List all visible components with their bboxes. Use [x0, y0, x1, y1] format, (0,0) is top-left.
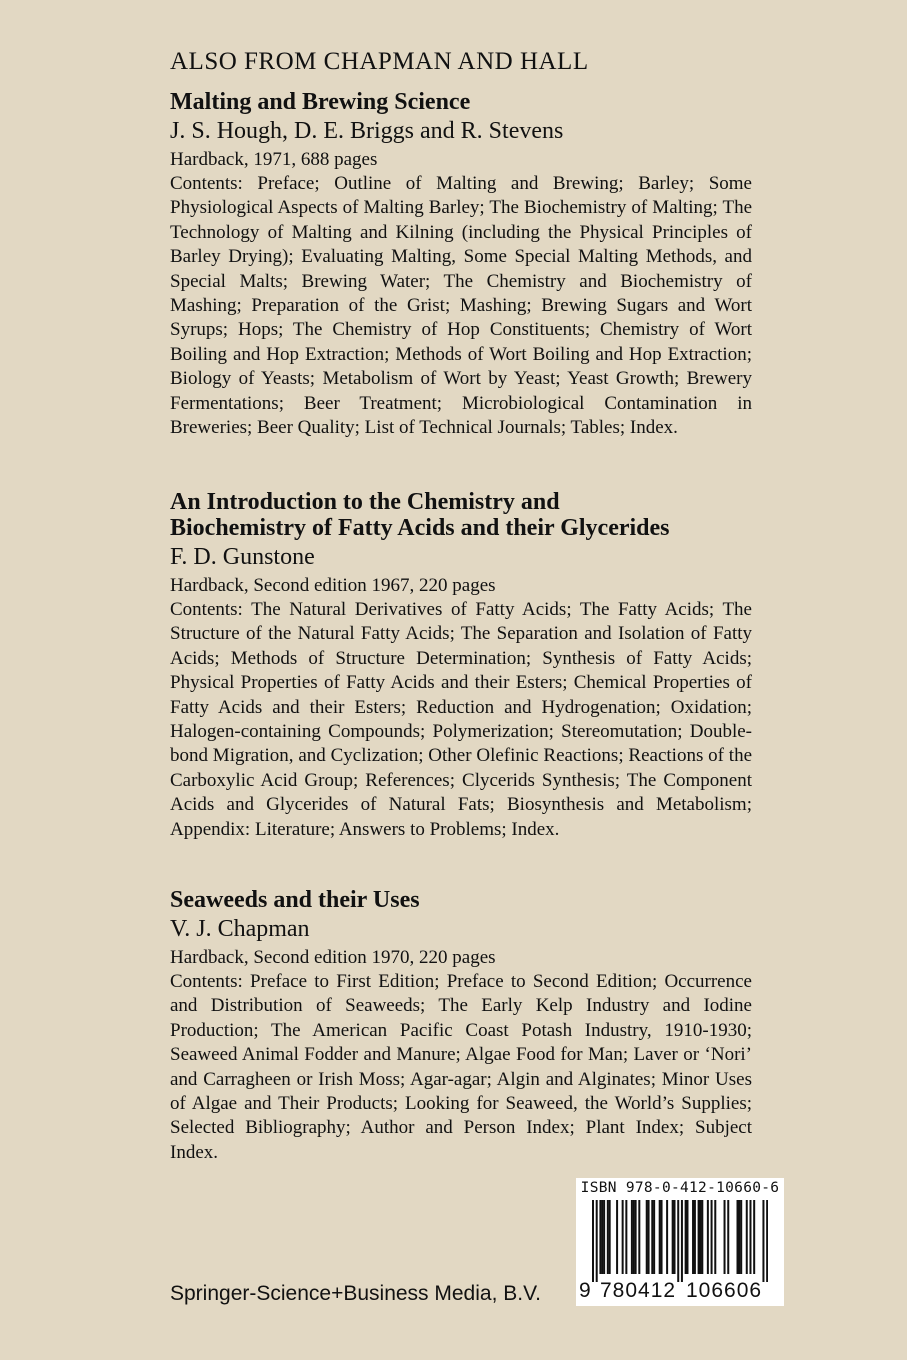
barcode-bar: [737, 1200, 739, 1274]
barcode-bar: [749, 1200, 751, 1274]
barcode-bar: [711, 1200, 713, 1274]
barcode-bar: [694, 1200, 696, 1274]
barcode-bar: [707, 1200, 709, 1274]
barcode-bar: [592, 1200, 594, 1282]
ean-right-group: 106606: [686, 1279, 763, 1302]
barcode-bars: [592, 1200, 768, 1282]
book-format: Hardback, Second edition 1967, 220 pages: [170, 575, 496, 596]
barcode-bar: [635, 1200, 637, 1274]
barcode-bar: [766, 1200, 768, 1282]
barcode-bar: [740, 1200, 742, 1274]
barcode-bar: [762, 1200, 764, 1282]
barcode-bar: [727, 1200, 729, 1274]
barcode-bar: [603, 1200, 605, 1274]
barcode-bar: [599, 1200, 601, 1274]
book-format: Hardback, 1971, 688 pages: [170, 149, 378, 170]
barcode-bar: [633, 1200, 635, 1274]
book-entry-seaweeds: [170, 887, 752, 1165]
book-authors: J. S. Hough, D. E. Briggs and R. Stevens: [170, 118, 564, 144]
book-entry-fatty-acids: [170, 489, 752, 842]
book-entry-malting-brewing: [170, 89, 752, 440]
series-heading: ALSO FROM CHAPMAN AND HALL: [170, 48, 589, 75]
isbn-barcode: [576, 1178, 784, 1306]
barcode-bar: [738, 1200, 740, 1274]
book-title-line: Malting and Brewing Science: [170, 89, 471, 115]
barcode-bar: [638, 1200, 640, 1274]
book-title: [170, 89, 752, 115]
isbn-label: ISBN 978-0-412-10660-6: [580, 1180, 780, 1196]
ean-first-digit: 9: [579, 1279, 591, 1302]
book-title-line: Biochemistry of Fatty Acids and their Glycerides: [170, 515, 670, 541]
barcode-bar: [746, 1200, 748, 1274]
barcode-bar: [724, 1200, 726, 1274]
barcode-bar: [674, 1200, 676, 1274]
barcode-bar: [622, 1200, 624, 1274]
barcode-bar: [609, 1200, 611, 1274]
barcode-bar: [648, 1200, 650, 1274]
barcode-bar: [753, 1200, 755, 1274]
book-authors: F. D. Gunstone: [170, 544, 315, 570]
book-title-line: An Introduction to the Chemistry and: [170, 489, 560, 515]
barcode-bar: [616, 1200, 618, 1274]
book-title: [170, 489, 752, 541]
barcode-bar: [677, 1200, 679, 1282]
barcode-bar: [692, 1200, 694, 1274]
barcode-bar: [653, 1200, 655, 1274]
barcode-bar: [714, 1200, 716, 1274]
book-format: Hardback, Second edition 1970, 220 pages: [170, 947, 496, 968]
book-title-line: Seaweeds and their Uses: [170, 887, 420, 913]
barcode-bar: [659, 1200, 661, 1274]
book-title: [170, 887, 752, 913]
barcode-bar: [666, 1200, 668, 1274]
ean-left-group: 780412: [600, 1279, 677, 1302]
barcode-bar: [681, 1200, 683, 1282]
book-contents: Contents: Preface; Outline of Malting and Brewing; Barley; Some Physiological Aspects of Malting Barley; The Biochemistry of Malting; The Technology of Malting and Kilning (including the Physical Principles of Barley Drying); Evaluating Malting, Some Special Malting Methods, and Special Malts; Brewing Water; The Chemistry and Biochemistry of Mashing; Preparation of the Grist; Mashing; Brewing Sugars and Wort Syrups; Hops; The Chemistry of Hop Constituents; Chemistry of Wort Boiling and Hop Extraction; Methods of Wort Boiling and Hop Extraction; Biology of Yeasts; Metabolism of Wort by Yeast; Yeast Growth; Brewery Fermentations; Beer Treatment; Microbiological Contamination in Breweries; Beer Quality; List of Technical Journals; Tables; Index.: [170, 173, 752, 439]
barcode-bar: [701, 1200, 703, 1274]
barcode-bar: [672, 1200, 674, 1274]
barcode-bar: [631, 1200, 633, 1274]
barcode-bar: [607, 1200, 609, 1274]
barcode-bar: [685, 1200, 687, 1274]
barcode-bar: [596, 1200, 598, 1282]
book-contents: Contents: The Natural Derivatives of Fatty Acids; The Fatty Acids; The Structure of the Natural Fatty Acids; The Separation and Isolation of Fatty Acids; Methods of Structure Determination; Synthesis of Fatty Acids; Physical Properties of Fatty Acids and their Esters; Chemical Properties of Fatty Acids and their Esters; Reduction and Hydrogenation; Oxidation; Halogen-containing Compounds; Polymerization; Stereomutation; Double-bond Migration, and Cyclization; Other Olefinic Reactions; Reactions of the Carboxylic Acid Group; References; Clycerids Synthesis; The Component Acids and Glycerides of Natural Fats; Biosynthesis and Metabolism; Appendix: Literature; Answers to Problems; Index.: [170, 599, 752, 840]
barcode-bar: [686, 1200, 688, 1274]
book-contents: Contents: Preface to First Edition; Preface to Second Edition; Occurrence and Distribution of Seaweeds; The Early Kelp Industry and Iodine Production; The American Pacific Coast Potash Industry, 1910-1930; Seaweed Animal Fodder and Manure; Algae Food for Man; Laver or ‘Nori’ and Carragheen or Irish Moss; Agar-agar; Algin and Alginates; Minor Uses of Algae and Their Products; Looking for Seaweed, the World’s Supplies; Selected Bibliography; Author and Person Index; Plant Index; Subject Index.: [170, 971, 752, 1163]
barcode-bar: [601, 1200, 603, 1274]
barcode-bar: [646, 1200, 648, 1274]
barcode-bar: [698, 1200, 700, 1274]
barcode-bar: [661, 1200, 663, 1274]
barcode-bar: [651, 1200, 653, 1274]
book-authors: V. J. Chapman: [170, 916, 310, 942]
barcode-bar: [699, 1200, 701, 1274]
publisher-imprint: Springer-Science+Business Media, B.V.: [170, 1282, 542, 1305]
barcode-bar: [625, 1200, 627, 1274]
